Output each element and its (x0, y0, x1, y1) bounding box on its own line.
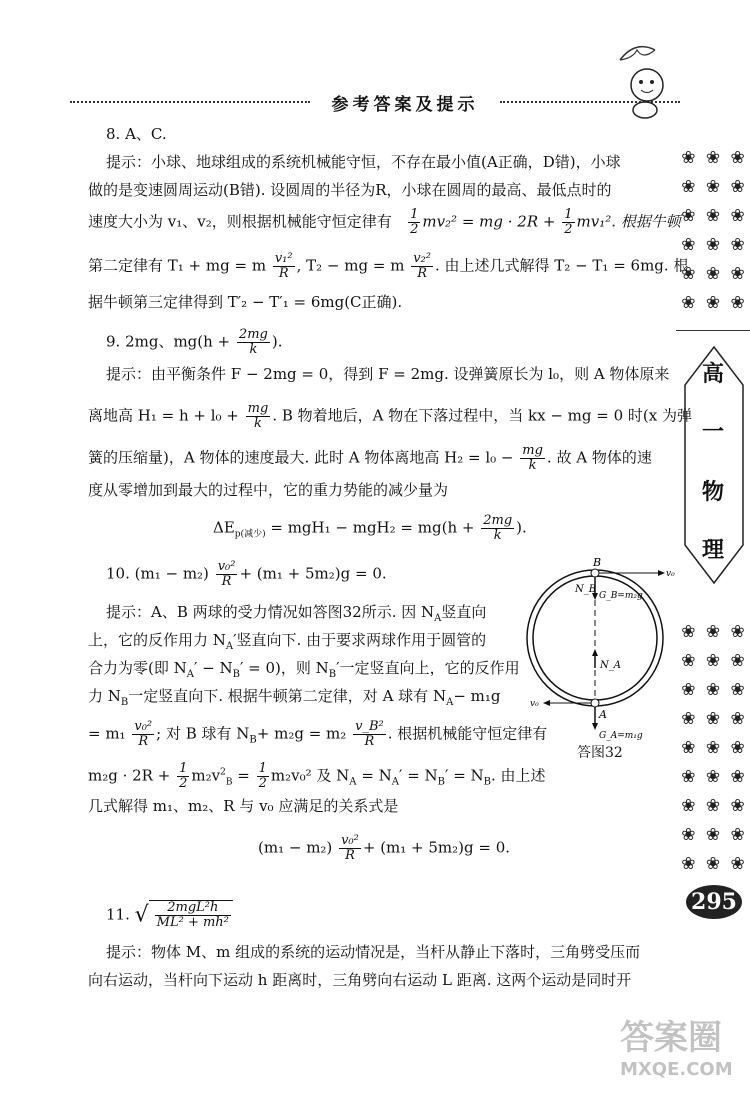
q9-hint-line-3: 簧的压缩量)，A 物体的速度最大. 此时 A 物体离地高 H₂ = l₀ − $\frac{mg}{k}$ . 故 A 物体的速 (88, 443, 652, 473)
flower-icon: ❀ (705, 767, 721, 787)
flower-icon: ❀ (730, 206, 745, 226)
flower-icon: ❀ (705, 206, 721, 226)
flower-icon: ❀ (705, 148, 721, 168)
watermark-logo: 答案圈 MXQE.COM (620, 1018, 733, 1080)
label-GB: G_B=m₂g (599, 591, 643, 601)
tab-char-2: 一 (701, 419, 724, 445)
flower-icon: ❀ (705, 651, 721, 671)
tab-char-3: 物 (701, 479, 724, 505)
q9-hint-line-1: 提示：由平衡条件 F − 2mg = 0，得到 F = 2mg. 设弹簧原长为 l₀，则 A 物体原来 (106, 365, 670, 383)
q9-answer: 9. 2mg、mg(h + $\frac{2mg}{k}$ ). (106, 327, 283, 357)
q10-hint-line-2: 上，它的反作用力 $N_A'$竖直向下. 由于要求两球作用于圆管的 (88, 631, 487, 652)
q10-hint-line-5: = m₁ $\frac{\text{v₀²}}{R}$ ; 对 B 球有 $N_B+ m_2g = m_2$ $\frac{\text{v\_B²}}{R}$ . 根据机械能守恒定律有 (88, 719, 548, 749)
q10-hint-line-4: 力 $N_B$一定竖直向下. 根据牛顿第二定律，对 A 球有 $N_A- m_1g$ (88, 687, 501, 708)
q11-hint-line-2: 向右运动，当杆向下运动 h 距离时，三角劈向右运动 L 距离. 这两个运动是同时开 (88, 971, 632, 989)
subject-tab (683, 345, 743, 585)
ball-A (591, 699, 599, 707)
flower-icon: ❀ (681, 235, 696, 255)
flower-icon: ❀ (681, 148, 696, 168)
q10-hint-line-1: 提示：A、B 两球的受力情况如答图32所示. 因 $N_A$竖直向 (106, 603, 487, 624)
flower-icon: ❀ (681, 796, 696, 816)
q10-hint-line-6: m₂g · 2R + $\frac{1}{2}$ $m_2v^2_B$ = $\frac{1}{2}$ m₂v₀² 及 $N_A = N_A' = N_B' = N_B$. 由上述 (88, 761, 546, 791)
flower-icon: ❀ (705, 854, 721, 874)
label-B: B (593, 556, 602, 569)
flower-icon: ❀ (681, 177, 696, 197)
q8-hint-line-1: 提示：小球、地球组成的系统机械能守恒，不存在最小值(A正确，D错)，小球 (106, 153, 621, 171)
flower-icon: ❀ (681, 206, 696, 226)
flower-icon: ❀ (705, 709, 721, 729)
page-number: 295 (686, 885, 742, 919)
flower-icon: ❀ (730, 709, 745, 729)
q9-energy-equation: $\Delta E_{p(减少)} = mgH_1 - mgH_2 = mg(h$ + $\frac{2mg}{k}$ ). (213, 513, 527, 543)
flower-icon: ❀ (705, 177, 721, 197)
flower-icon: ❀ (730, 177, 745, 197)
fraction-half: $\frac{1}{2}$ (410, 207, 419, 237)
q10-hint-line-7: 几式解得 m₁、m₂、R 与 v₀ 应满足的关系式是 (88, 797, 399, 815)
flower-icon: ❀ (705, 235, 721, 255)
flower-icon: ❀ (730, 293, 745, 313)
q8-hint-line-3: 速度大小为 v₁、v₂，则根据机械能守恒定律有 $\frac{1}{2}$ mv₂² = mg · 2R + $\frac{1}{2}$ mv₁². 根据牛顿 (88, 207, 681, 237)
flower-icon: ❀ (705, 622, 721, 642)
flower-icon: ❀ (730, 796, 745, 816)
header-dotted-rule-left (70, 101, 310, 103)
flower-icon: ❀ (730, 235, 745, 255)
tab-char-4: 理 (701, 537, 724, 563)
q11-hint-line-1: 提示：物体 M、m 组成的系统的运动情况是，当杆从静止下落时，三角劈受压而 (106, 943, 641, 961)
flower-icon: ❀ (730, 622, 745, 642)
q9-hint-line-4: 度从零增加到最大的过程中，它的重力势能的减少量为 (88, 481, 449, 499)
flower-icon: ❀ (730, 148, 745, 168)
fraction-half: $\frac{1}{2}$ (564, 207, 573, 237)
figure-caption: 答图32 (577, 745, 623, 761)
flower-icon: ❀ (730, 680, 745, 700)
page-header (70, 90, 680, 114)
flower-icon: ❀ (730, 264, 745, 284)
label-NA: N_A (600, 660, 621, 671)
flower-icon: ❀ (705, 825, 721, 845)
figure-32-diagram (520, 548, 680, 758)
flower-icon: ❀ (705, 264, 721, 284)
flower-icon: ❀ (681, 767, 696, 787)
flower-icon: ❀ (730, 854, 745, 874)
flower-icon: ❀ (730, 825, 745, 845)
q11-answer: 11. √ $\frac{\text{2mgL²h}}{\text{ML² + mh²}}$ (106, 900, 233, 930)
flower-icon: ❀ (730, 651, 745, 671)
flower-icon: ❀ (705, 293, 721, 313)
sidebar-divider (676, 330, 750, 331)
label-v0-bottom: v₀ (530, 699, 539, 709)
label-GA: G_A=m₁g (599, 731, 643, 741)
mascot-icon (615, 40, 675, 120)
flower-icon: ❀ (681, 622, 696, 642)
ball-B (591, 569, 599, 577)
flower-icon: ❀ (705, 680, 721, 700)
flower-icon: ❀ (681, 825, 696, 845)
flower-icon: ❀ (681, 680, 696, 700)
q8-hint-line-5: 据牛顿第三定律得到 T′₂ − T′₁ = 6mg(C正确). (88, 293, 403, 311)
sidebar-bottom-flowers (676, 622, 750, 874)
flower-icon: ❀ (681, 293, 696, 313)
flower-icon: ❀ (681, 651, 696, 671)
flower-icon: ❀ (681, 738, 696, 758)
flower-icon: ❀ (730, 738, 745, 758)
flower-icon: ❀ (730, 767, 745, 787)
sidebar-top-flowers (676, 148, 750, 313)
tab-char-1: 高 (701, 361, 724, 387)
flower-icon: ❀ (681, 264, 696, 284)
flower-icon: ❀ (705, 738, 721, 758)
q8-hint-line-2: 做的是变速圆周运动(B错). 设圆周的半径为R，小球在圆周的最高、最低点时的 (88, 181, 612, 199)
label-v0-top: v₀ (666, 569, 675, 579)
q10-answer: 10. (m₁ − m₂) $\frac{\text{v₀²}}{R}$ + (m₁ + 5m₂)g = 0. (106, 559, 387, 589)
q8-answer: 8. A、C. (106, 125, 167, 143)
label-NB: N_B (575, 584, 597, 595)
flower-icon: ❀ (681, 854, 696, 874)
flower-icon: ❀ (705, 796, 721, 816)
header-title: 参考答案及提示 (331, 95, 479, 115)
label-A: A (599, 708, 607, 721)
q10-hint-line-3: 合力为零(即 $N_A' - N_B' = 0$)，则 $N_B'$一定竖直向上，它的反作用 (88, 659, 520, 680)
flower-icon: ❀ (681, 709, 696, 729)
q8-hint-line-4: 第二定律有 T₁ + mg = m $\frac{\text{v₁²}}{R}$ , T₂ − mg = m $\frac{\text{v₂²}}{R}$ . 由上述几式解得 T₂ − T₁ = 6mg. 根 (88, 251, 689, 281)
q9-hint-line-2: 离地高 H₁ = h + l₀ + $\frac{mg}{k}$ . B 物着地后，A 物在下落过程中，当 kx − mg = 0 时(x 为弹 (88, 401, 693, 431)
q10-result-equation: (m₁ − m₂) $\frac{\text{v₀²}}{R}$ + (m₁ + 5m₂)g = 0. (258, 833, 511, 863)
